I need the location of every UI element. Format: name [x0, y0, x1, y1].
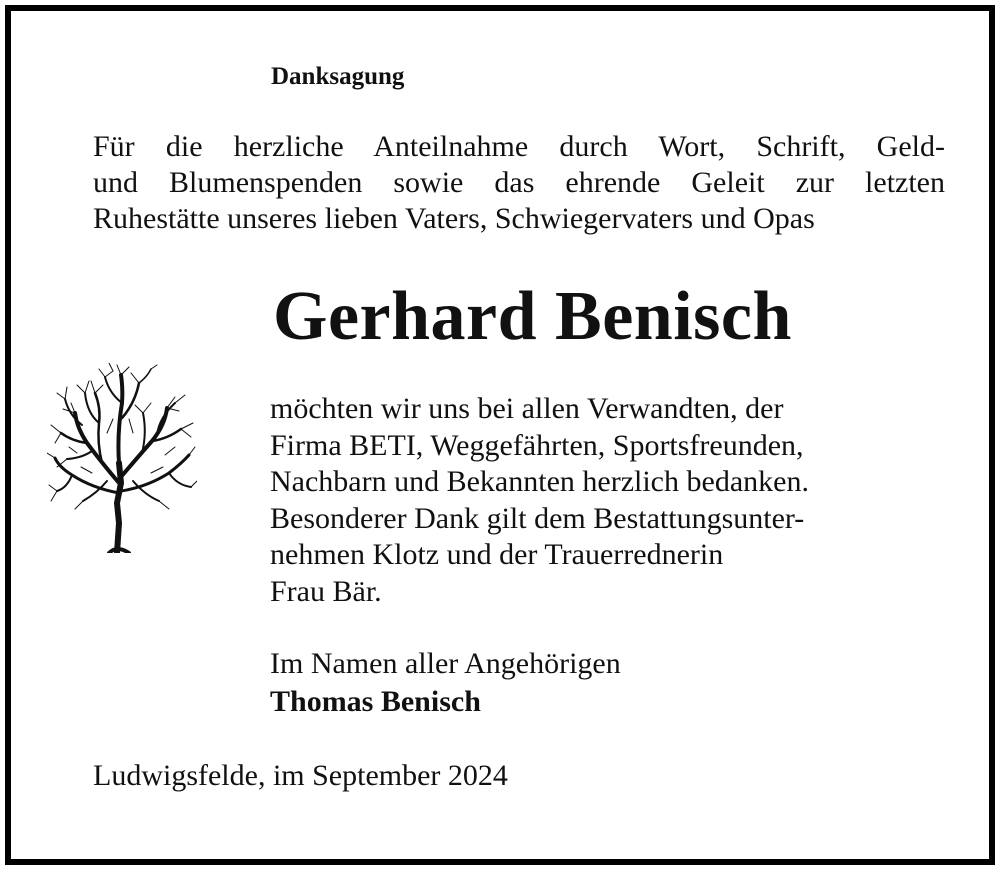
message-line: nehmen Klotz und der Trauerrednerin — [270, 538, 724, 571]
message-line: Besonderer Dank gilt dem Bestattungsunter- — [270, 501, 805, 535]
notice-heading: Danksagung — [271, 63, 405, 90]
message-line: Frau Bär. — [270, 574, 382, 608]
thank-you-message — [270, 391, 809, 610]
message-line: Nachbarn und Bekannten herzlich bedanken. — [270, 465, 809, 498]
tree-icon — [47, 363, 197, 553]
intro-line: Für die herzliche Anteilnahme durch Wort, Schrift, Geld- — [93, 130, 945, 163]
signer-name: Thomas Benisch — [270, 685, 481, 718]
deceased-name: Gerhard Benisch — [273, 278, 792, 355]
intro-text — [93, 129, 945, 237]
notice-frame — [5, 5, 995, 865]
place-date: Ludwigsfelde, im September 2024 — [93, 759, 508, 792]
intro-line: und Blumenspenden sowie das ehrende Geleit zur letzten — [93, 166, 945, 199]
message-line: möchten wir uns bei allen Verwandten, der — [270, 392, 784, 425]
closing-line: Im Namen aller Angehörigen — [270, 647, 621, 680]
message-line: Firma BETI, Weggefährten, Sportsfreunden, — [270, 428, 804, 462]
intro-line: Ruhestätte unseres lieben Vaters, Schwiegervaters und Opas — [93, 202, 815, 235]
